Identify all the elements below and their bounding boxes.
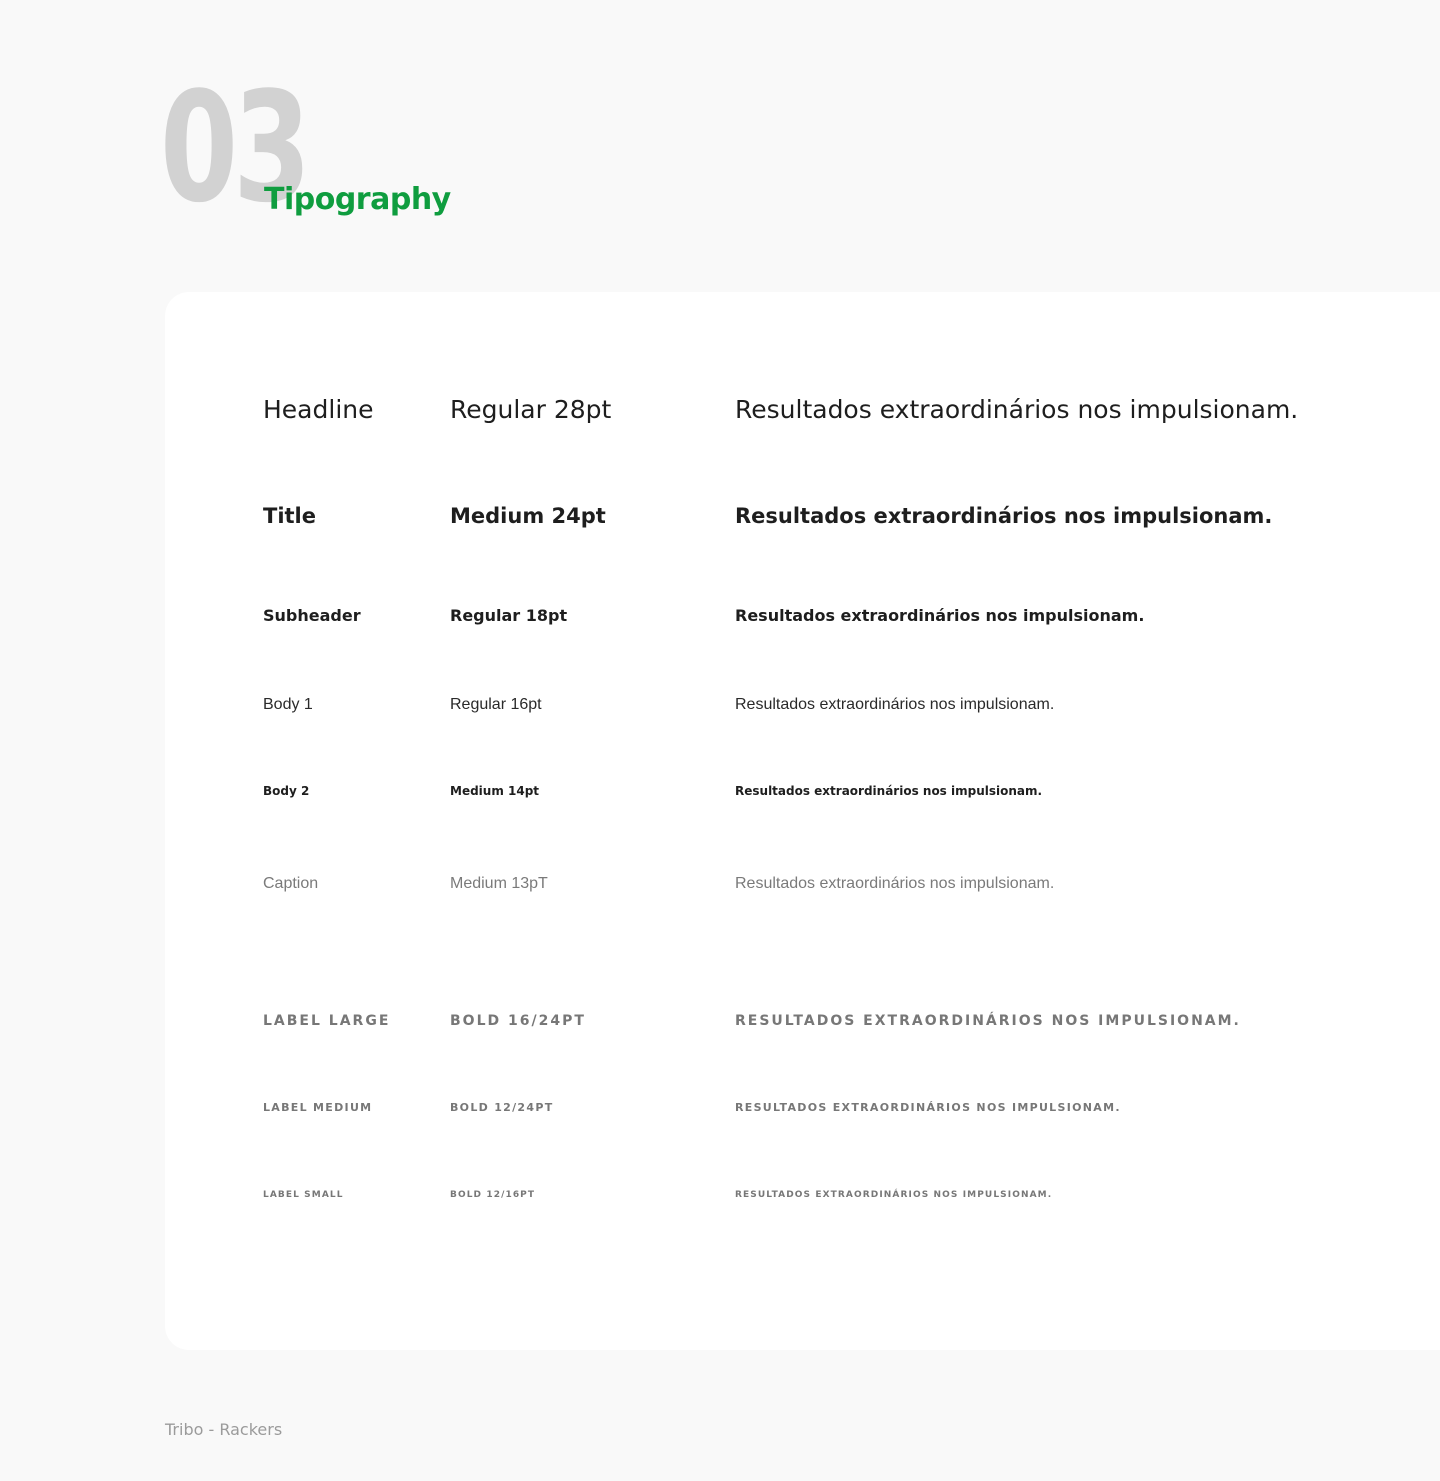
section-title: Tipography xyxy=(264,182,451,217)
style-spec: Regular 16pt xyxy=(450,696,542,713)
style-sample: RESULTADOS EXTRAORDINÁRIOS NOS IMPULSIONAM. xyxy=(735,1101,1121,1114)
style-spec: BOLD 12/16PT xyxy=(450,1190,536,1200)
style-name: LABEL MEDIUM xyxy=(263,1101,373,1114)
style-name: LABEL SMALL xyxy=(263,1190,344,1200)
section-header xyxy=(160,59,560,236)
style-spec: BOLD 12/24PT xyxy=(450,1101,554,1114)
style-name: Body 2 xyxy=(263,784,310,798)
style-sample: RESULTADOS EXTRAORDINÁRIOS NOS IMPULSIONAM. xyxy=(735,1013,1241,1029)
style-spec: Medium 14pt xyxy=(450,784,540,798)
style-spec: Medium 24pt xyxy=(450,504,606,528)
style-name: Caption xyxy=(263,875,319,892)
style-sample: RESULTADOS EXTRAORDINÁRIOS NOS IMPULSIONAM. xyxy=(735,1190,1053,1200)
style-sample: Resultados extraordinários nos impulsionam. xyxy=(735,696,1055,713)
style-sample: Resultados extraordinários nos impulsionam. xyxy=(735,606,1145,625)
style-sample: Resultados extraordinários nos impulsionam. xyxy=(735,395,1299,424)
style-sample: Resultados extraordinários nos impulsionam. xyxy=(735,504,1273,528)
style-name: Title xyxy=(263,504,317,528)
style-name: Headline xyxy=(263,395,374,424)
section-number: 03 xyxy=(160,59,307,236)
style-name: Subheader xyxy=(263,606,361,625)
footer-brand: Tribo - Rackers xyxy=(165,1420,283,1439)
style-sample: Resultados extraordinários nos impulsionam. xyxy=(735,784,1043,798)
style-spec: BOLD 16/24PT xyxy=(450,1013,586,1029)
style-sample: Resultados extraordinários nos impulsionam. xyxy=(735,875,1055,892)
typography-card xyxy=(165,292,1440,1350)
style-spec: Regular 18pt xyxy=(450,606,568,625)
style-spec: Medium 13pT xyxy=(450,875,548,892)
style-name: LABEL LARGE xyxy=(263,1013,391,1029)
style-name: Body 1 xyxy=(263,696,313,713)
style-spec: Regular 28pt xyxy=(450,395,612,424)
